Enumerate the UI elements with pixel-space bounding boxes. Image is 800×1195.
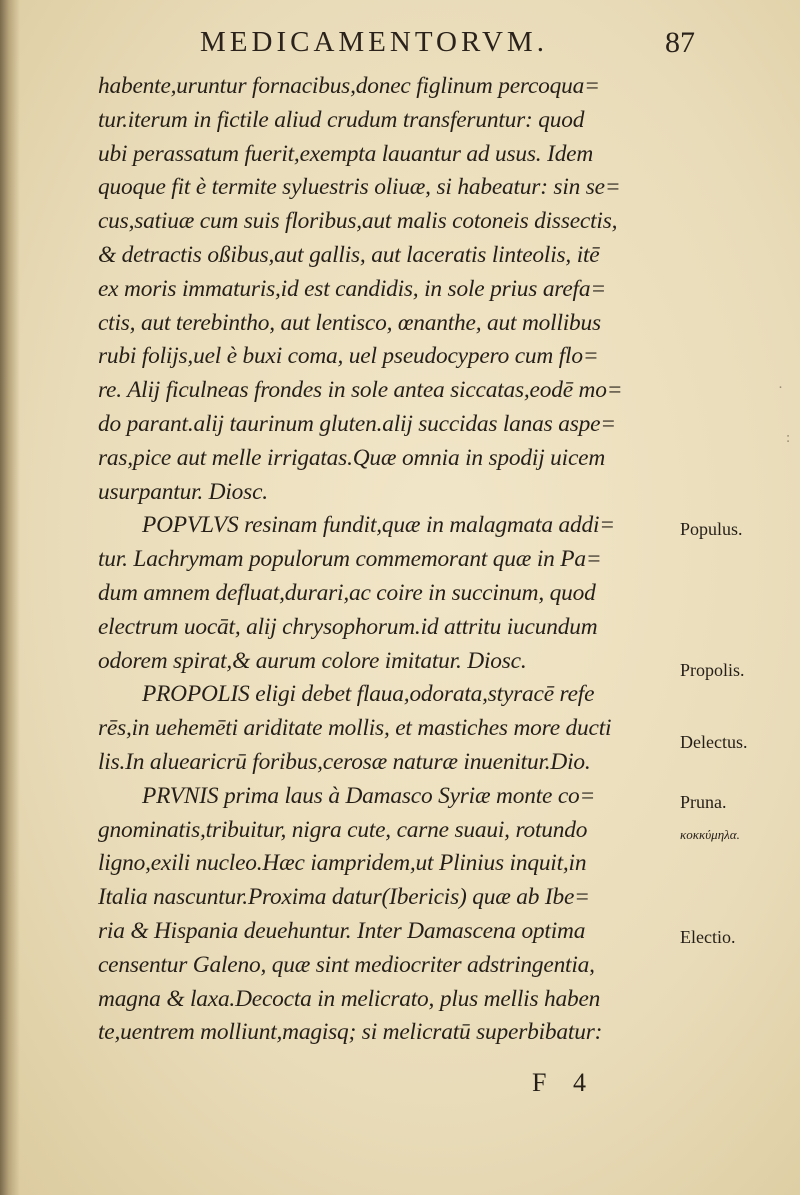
text-line: rubi folijs,uel è buxi coma, uel pseudocypero cum flo=	[98, 343, 599, 370]
main-text-block	[98, 70, 678, 1050]
running-title: MEDICAMENTORVM.	[200, 26, 548, 58]
text-line: ria & Hispania deuehuntur. Inter Damascena optima	[98, 917, 586, 944]
margin-note-greek: κοκκύμηλα.	[680, 827, 740, 842]
binding-gutter	[0, 0, 20, 1195]
text-line: ctis, aut terebintho, aut lentisco, œnanthe, aut mollibus	[98, 309, 601, 336]
page-number: 87	[665, 26, 695, 59]
margin-note-populus: Populus.	[680, 519, 743, 539]
text-line: ubi perassatum fuerit,exempta lauantur ad usus. Idem	[98, 140, 594, 167]
margin-note-pruna: Pruna.	[680, 792, 727, 812]
text-line: odorem spirat,& aurum colore imitatur. Diosc.	[98, 647, 527, 674]
paragraph-populus: POPVLVS resinam fundit,quæ in malagmata addi=	[142, 512, 615, 539]
text-line: & detractis oßibus,aut gallis, aut laceratis linteolis, itē	[98, 241, 600, 268]
text-line: usurpantur. Diosc.	[98, 478, 268, 505]
text-line: censentur Galeno, quæ sint mediocriter adstringentia,	[98, 951, 595, 978]
signature-mark: F 4	[532, 1068, 596, 1097]
text-line: cus,satiuæ cum suis floribus,aut malis cotoneis dissectis,	[98, 208, 618, 235]
text-line: quoque fit è termite syluestris oliuæ, si habeatur: sin se=	[98, 174, 621, 201]
text-line: Italia nascuntur.Proxima datur(Ibericis) quæ ab Ibe=	[98, 884, 590, 911]
text-line: re. Alij ficulneas frondes in sole antea siccatas,eodē mo=	[98, 377, 623, 404]
text-line: electrum uocāt, alij chrysophorum.id attritu iucundum	[98, 613, 598, 640]
margin-note-electio: Electio.	[680, 927, 736, 947]
text-line: ligno,exili nucleo.Hæc iampridem,ut Plinius inquit,in	[98, 850, 587, 877]
text-line: ex moris immaturis,id est candidis, in sole prius arefa=	[98, 275, 606, 302]
text-line: gnominatis,tribuitur, nigra cute, carne suaui, rotundo	[98, 816, 588, 843]
text-line: tur. Lachrymam populorum commemorant quæ in Pa=	[98, 546, 602, 573]
bleed-through-mark: :	[786, 430, 791, 446]
text-line: rēs,in uehemēti ariditate mollis, et mastiches more ducti	[98, 715, 612, 742]
text-line: dum amnem defluat,durari,ac coire in succinum, quod	[98, 579, 596, 606]
text-line: do parant.alij taurinum gluten.alij succidas lanas aspe=	[98, 410, 616, 437]
margin-note-delectus: Delectus.	[680, 732, 748, 752]
paragraph-propolis: PROPOLIS eligi debet flaua,odorata,styracē refe	[142, 681, 595, 708]
text-line: lis.In aluearicrū foribus,cerosæ naturæ inuenitur.Dio.	[98, 748, 591, 775]
margin-notes	[676, 0, 800, 1195]
text-line: magna & laxa.Decocta in melicrato, plus mellis haben	[98, 985, 601, 1012]
text-line: te,uentrem molliunt,magisq; si melicratū superbibatur:	[98, 1019, 603, 1046]
text-line: habente,uruntur fornacibus,donec figlinum percoqua=	[98, 73, 600, 99]
bleed-through-mark: ·	[778, 380, 783, 396]
text-line: tur.iterum in fictile aliud crudum transferuntur: quod	[98, 106, 585, 133]
text-line: ras,pice aut melle irrigatas.Quæ omnia in spodij uicem	[98, 444, 606, 471]
margin-note-propolis: Propolis.	[680, 660, 745, 680]
paragraph-prunis: PRVNIS prima laus à Damasco Syriæ monte co=	[142, 782, 596, 809]
